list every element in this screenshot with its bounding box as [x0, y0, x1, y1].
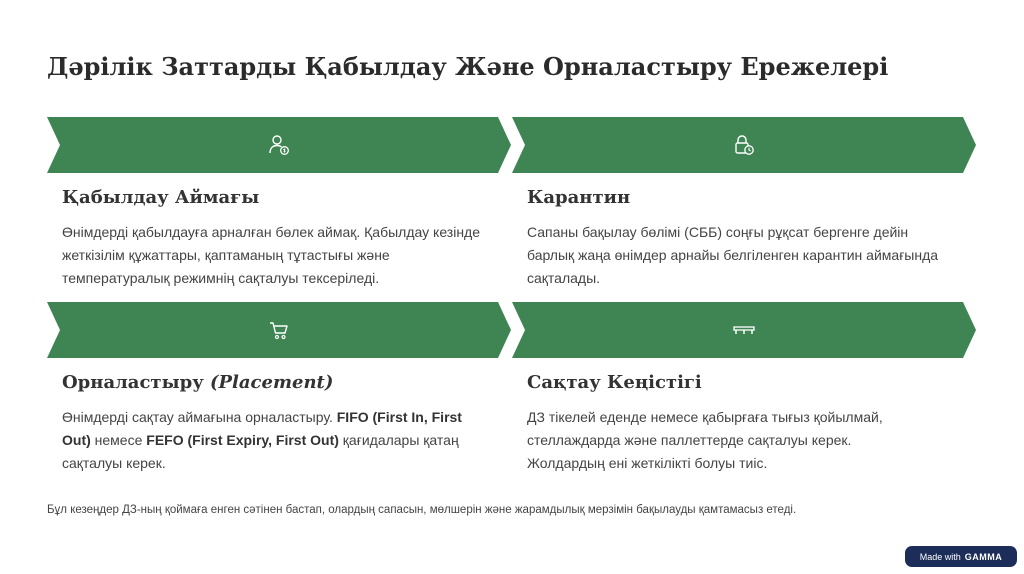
- made-with-gamma-badge[interactable]: [905, 546, 1017, 567]
- fefo-rule: FEFO (First Expiry, First Out): [146, 432, 339, 448]
- person-dollar-icon: [268, 134, 290, 156]
- footer-note: Бұл кезеңдер ДЗ-ның қоймаға енген сәтінен бастап, олардың сапасын, мөлшерін және жарамдылық мерзімін бақылауды қамтамасыз етеді.: [47, 504, 797, 516]
- gamma-logo: GAMMA: [964, 551, 1003, 562]
- section-heading-storage: Сақтау Кеңістігі: [527, 372, 702, 393]
- shopping-cart-icon: [268, 319, 290, 341]
- step-banner-reception: [47, 117, 511, 173]
- step-banner-storage: [512, 302, 976, 358]
- section-heading-reception: Қабылдау Аймағы: [62, 187, 260, 208]
- section-body-reception: Өнімдерді қабылдауға арналған бөлек аймақ. Қабылдау кезінде жеткізілім құжаттары, қаптаманың тұтастығы және температуралық режимнің сақталуы тексеріледі.: [62, 224, 481, 286]
- section-body-placement: Өнімдерді сақтау аймағына орналастыру. FIFO (First In, First Out) немесе FEFO (First Expiry, First Out) қағидалары қатаң сақталуы керек.: [62, 409, 462, 471]
- badge-prefix: Made with: [919, 551, 961, 562]
- step-banner-placement: [47, 302, 511, 358]
- page-title: Дәрілік Заттарды Қабылдау Және Орналастыру Ережелері: [47, 52, 889, 81]
- step-banner-quarantine: [512, 117, 976, 173]
- section-heading-placement: Орналастыру (Placement): [62, 372, 334, 393]
- pallet-icon: [733, 319, 755, 341]
- fifo-rule: FIFO (First In, First Out): [62, 409, 462, 448]
- section-body-storage: ДЗ тікелей еденде немесе қабырғаға тығыз қойылмай, стеллаждарда және паллеттерде сақталуы керек. Жолдардың ені жеткілікті болуы тиіс.: [527, 409, 883, 471]
- section-body-quarantine: Сапаны бақылау бөлімі (СББ) соңғы рұқсат бергенге дейін барлық жаңа өнімдер арнайы белгіленген карантин аймағында сақталады.: [527, 224, 939, 286]
- lock-clock-icon: [733, 134, 755, 156]
- section-heading-quarantine: Карантин: [527, 187, 631, 208]
